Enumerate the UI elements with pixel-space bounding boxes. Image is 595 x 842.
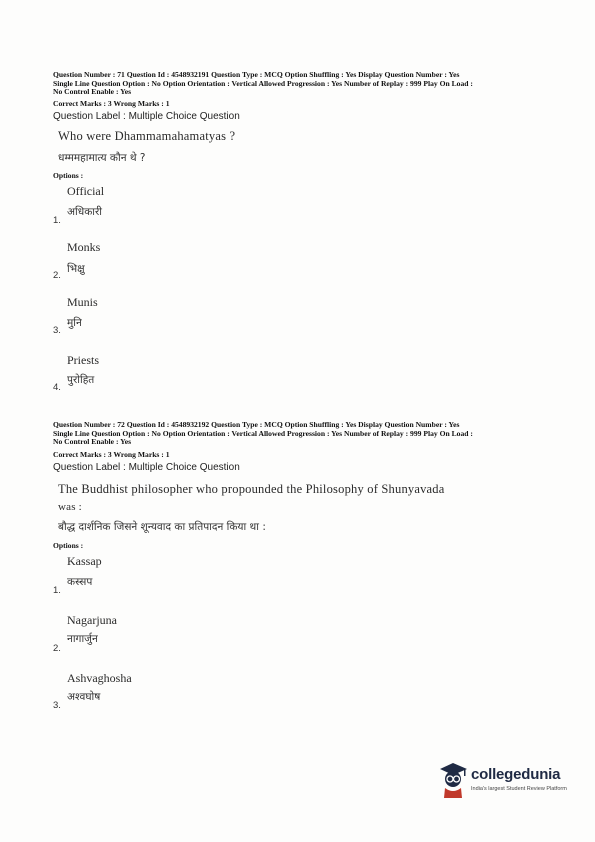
marks-line: Correct Marks : 3 Wrong Marks : 1 — [53, 450, 170, 459]
options-label: Options : — [53, 541, 84, 550]
option-1-hindi: कस्सप — [67, 576, 93, 588]
option-1-english: Kassap — [67, 554, 102, 568]
meta-line: Question Number : 71 Question Id : 4548932191 Question Type : MCQ Option Shuffling : Yes Display Question Number : Yes — [53, 70, 460, 79]
option-2-english: Nagarjuna — [67, 613, 117, 627]
option-1-number: 1. — [53, 215, 61, 226]
option-1-number: 1. — [53, 585, 61, 596]
option-3-english: Ashvaghosha — [67, 671, 132, 685]
meta-line: Question Number : 72 Question Id : 4548932192 Question Type : MCQ Option Shuffling : Yes Display Question Number : Yes — [53, 420, 460, 429]
collegedunia-logo — [438, 760, 578, 808]
question-text-hindi: बौद्ध दार्शनिक जिसने शून्यवाद का प्रतिपादन किया था : — [58, 521, 266, 533]
question-text-english-continued: was : — [58, 501, 82, 513]
logo-tagline: India's largest Student Review Platform — [471, 786, 567, 792]
option-2-number: 2. — [53, 643, 61, 654]
meta-line: No Control Enable : Yes — [53, 87, 132, 97]
question-label: Question Label : Multiple Choice Question — [53, 111, 240, 122]
question-meta — [53, 71, 553, 97]
options-label: Options : — [53, 171, 84, 180]
question-meta — [53, 421, 553, 447]
student-mascot-icon — [438, 760, 470, 800]
option-2-english: Monks — [67, 240, 101, 254]
option-3-number: 3. — [53, 325, 61, 336]
option-2-hindi: भिक्षु — [67, 263, 85, 275]
question-text-english: Who were Dhammamahamatyas ? — [58, 129, 236, 143]
option-3-number: 3. — [53, 700, 61, 711]
option-3-english: Munis — [67, 295, 98, 309]
meta-line: Single Line Question Option : No Option Orientation : Vertical Allowed Progression : Yes Number of Replay : 999 Play On Load : — [53, 78, 473, 88]
meta-line: Single Line Question Option : No Option Orientation : Vertical Allowed Progression : Yes Number of Replay : 999 Play On Load : — [53, 428, 473, 438]
question-label: Question Label : Multiple Choice Question — [53, 462, 240, 473]
option-4-number: 4. — [53, 382, 61, 393]
logo-wordmark: collegedunia — [471, 766, 561, 783]
option-4-english: Priests — [67, 353, 100, 367]
meta-line: No Control Enable : Yes — [53, 437, 132, 447]
option-1-english: Official — [67, 184, 105, 198]
option-4-hindi: पुरोहित — [67, 374, 95, 386]
question-text-english: The Buddhist philosopher who propounded the Philosophy of Shunyavada — [58, 482, 445, 496]
marks-line: Correct Marks : 3 Wrong Marks : 1 — [53, 99, 170, 108]
option-2-hindi: नागार्जुन — [67, 633, 98, 645]
option-3-hindi: मुनि — [67, 317, 82, 329]
option-1-hindi: अधिकारी — [67, 206, 102, 218]
option-2-number: 2. — [53, 270, 61, 281]
question-text-hindi: धम्ममहामात्य कौन थे ? — [58, 152, 146, 164]
option-3-hindi: अश्वघोष — [67, 691, 101, 703]
